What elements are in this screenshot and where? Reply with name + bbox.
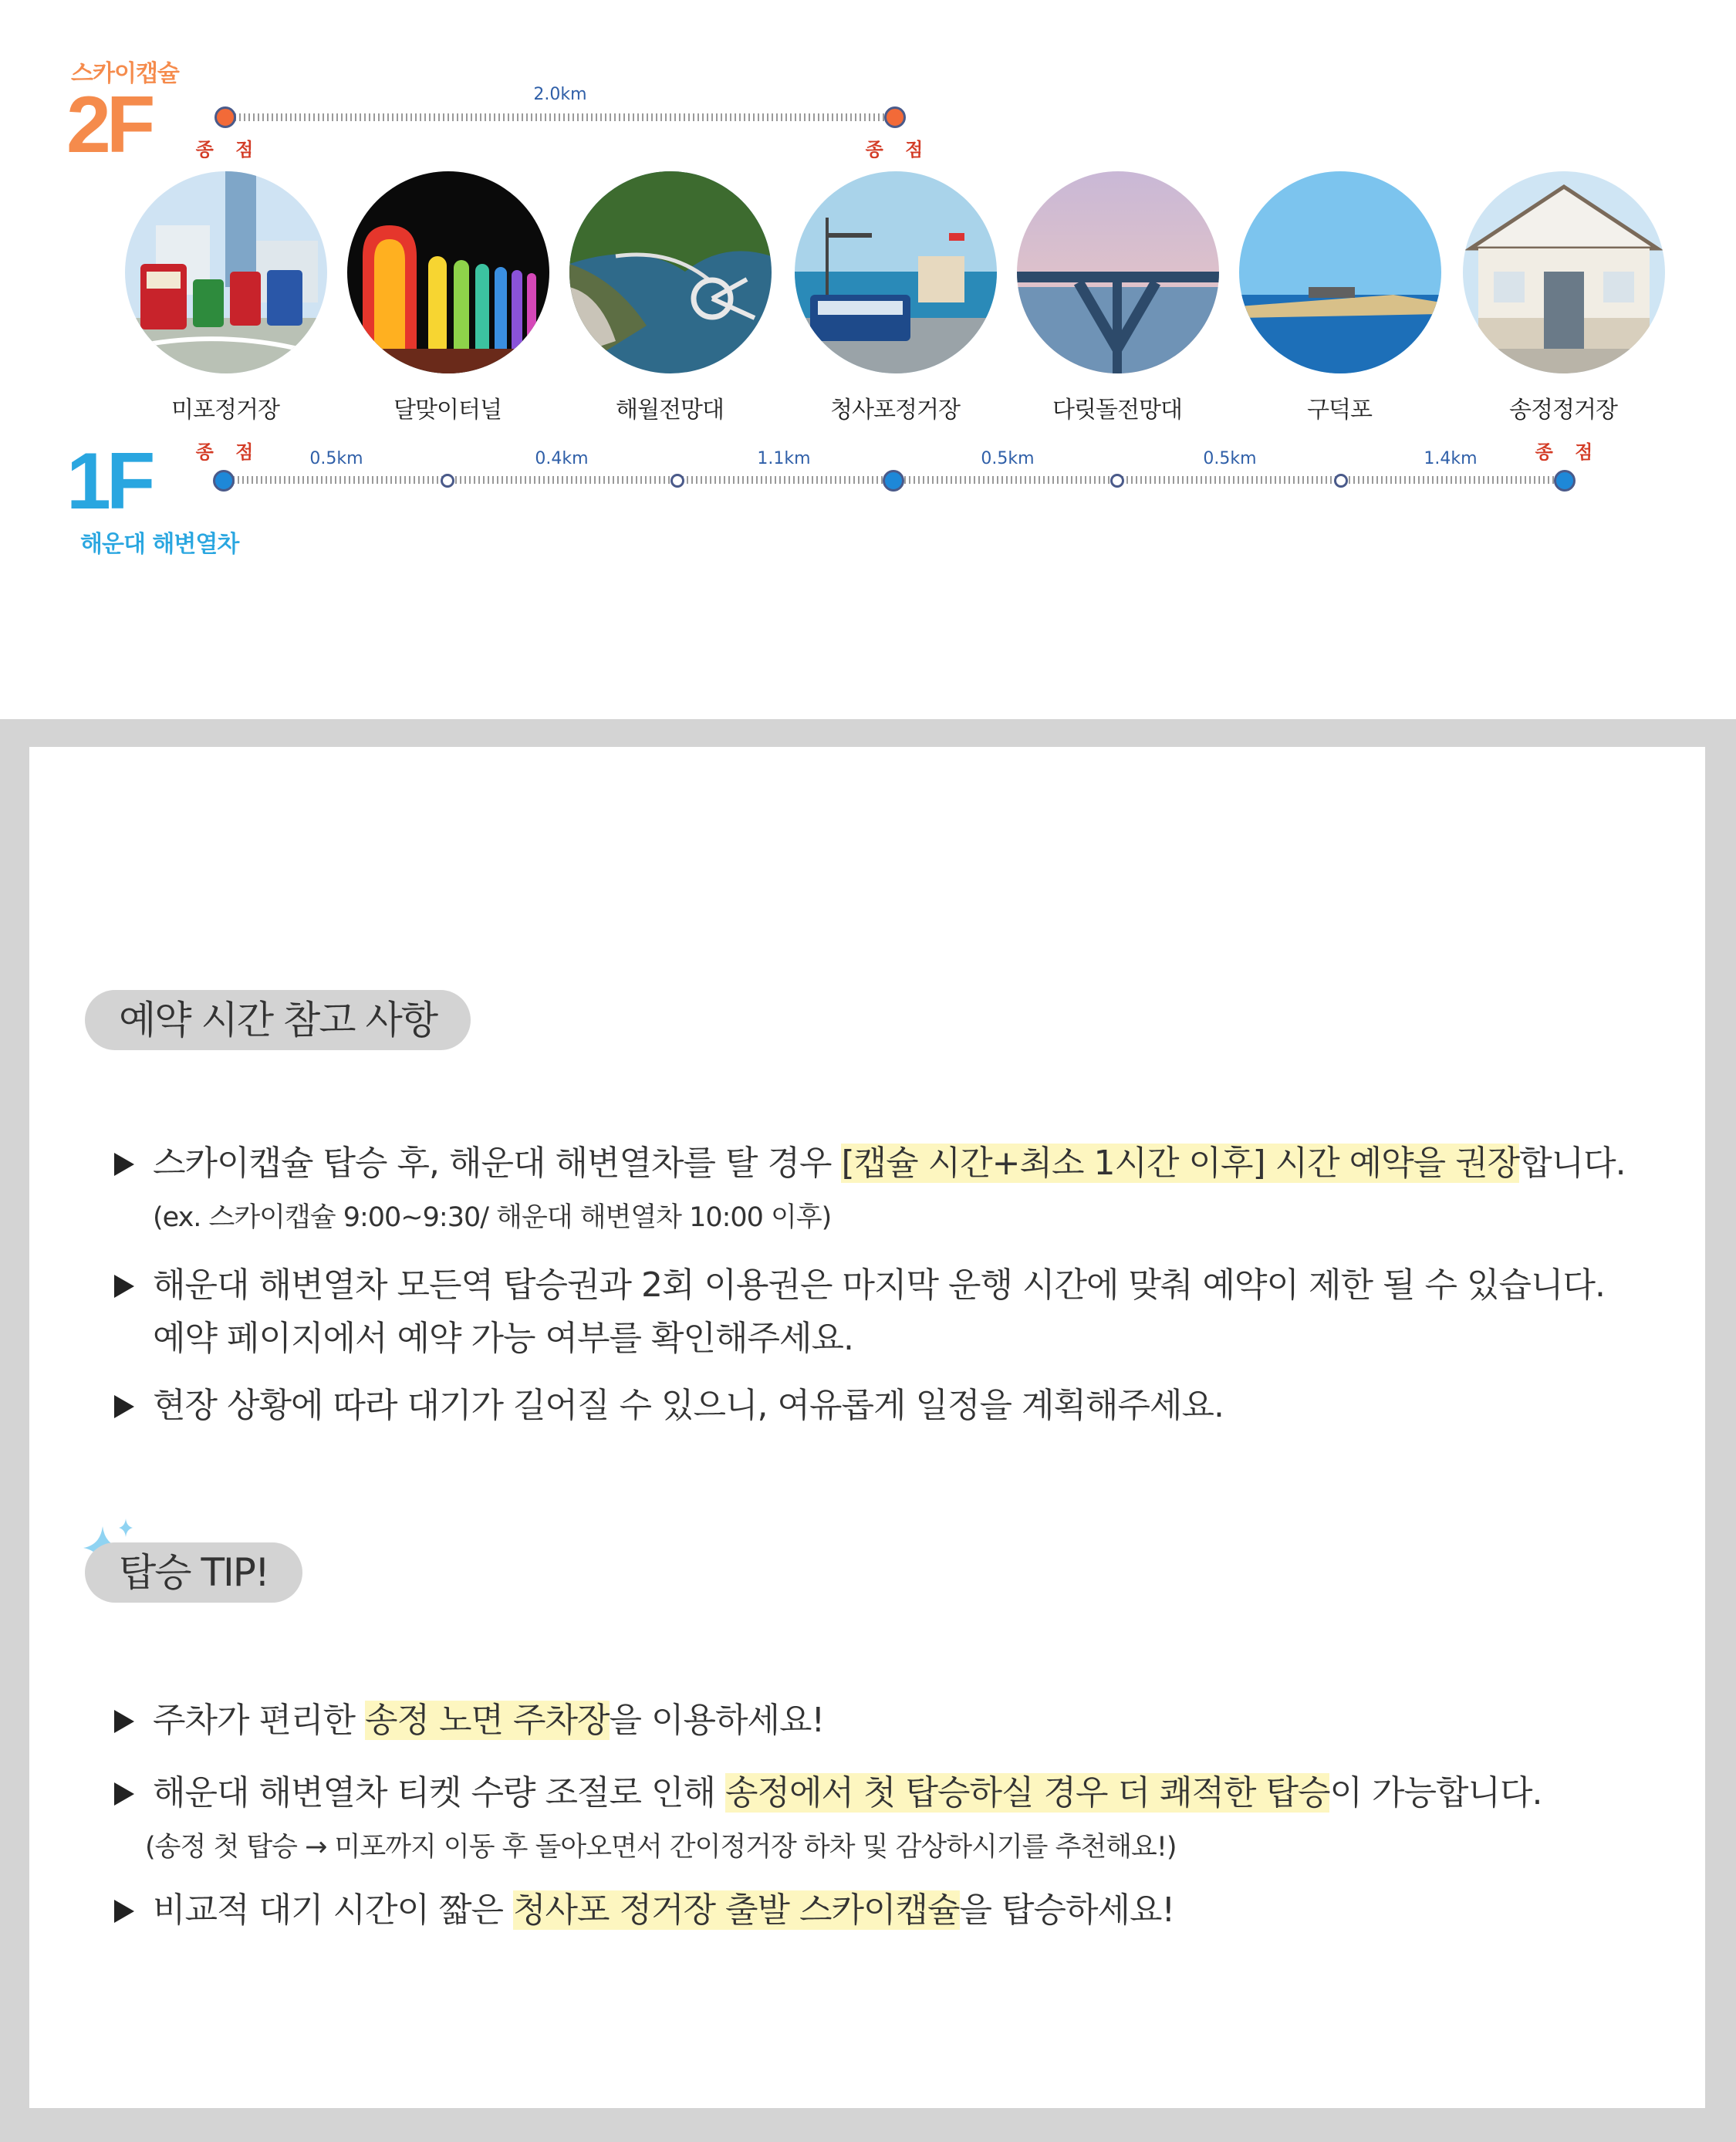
distance-label: 1.4km xyxy=(1424,449,1478,468)
skycapsule-terminal-right: 종 점 xyxy=(865,139,931,160)
reservation-item-1: 스카이캡슐 탑승 후, 해운대 해변열차를 탈 경우 [캡슐 시간+최소 1시간 이후] 시간 예약을 권장합니다. xyxy=(114,1139,1626,1188)
distance-label: 0.5km xyxy=(309,449,363,468)
reservation-item-3: 현장 상황에 따라 대기가 길어질 수 있으니, 여유롭게 일정을 계획해주세요. xyxy=(114,1381,1224,1431)
arrow-icon xyxy=(114,1275,134,1298)
beachtrain-label: 해운대 해변열차 xyxy=(80,531,239,558)
station-name: 다릿돌전망대 xyxy=(1052,397,1182,424)
tips-title: 탑승 TIP! xyxy=(85,1542,302,1603)
skycapsule-distance: 2.0km xyxy=(533,85,587,104)
tip-item-2-note: (송정 첫 탑승 → 미포까지 이동 후 돌아오면서 간이정거장 하차 및 감상하시기를 추천해요!) xyxy=(145,1832,1177,1863)
stop-dot-songjeong xyxy=(1554,470,1576,492)
tip-item-2: 해운대 해변열차 티켓 수량 조절로 인해 송정에서 첫 탑승하실 경우 더 쾌적한 탑승이 가능합니다. xyxy=(114,1769,1542,1818)
train-station-photo-icon xyxy=(125,171,327,373)
arrow-icon xyxy=(114,1900,134,1923)
sea-photo-icon xyxy=(1239,171,1441,373)
stop-dot-gudeokpo xyxy=(1334,474,1348,488)
beachtrain-terminal-right: 종 점 xyxy=(1535,441,1601,463)
station-name: 해월전망대 xyxy=(616,397,724,424)
station-name: 구덕포 xyxy=(1307,397,1372,424)
reservation-item-2: 해운대 해변열차 모든역 탑승권과 2회 이용권은 마지막 운행 시간에 맞춰 예약이 제한 될 수 있습니다. xyxy=(114,1261,1605,1310)
station-songjeong[interactable] xyxy=(1463,171,1663,424)
stop-dot-haewol xyxy=(670,474,684,488)
info-section xyxy=(0,719,1736,2142)
arrow-icon xyxy=(114,1395,134,1418)
tip-item-3: 비교적 대기 시간이 짧은 청사포 정거장 출발 스카이캡슐을 탑승하세요! xyxy=(114,1886,1174,1935)
arrow-icon xyxy=(114,1782,134,1806)
distance-label: 0.4km xyxy=(535,449,589,468)
station-mipo[interactable] xyxy=(125,171,326,424)
station-name: 송정정거장 xyxy=(1509,397,1617,424)
skywalk-photo-icon xyxy=(1017,171,1219,373)
station-cheongsapo[interactable] xyxy=(795,171,995,424)
skycapsule-label: 스카이캡슐 xyxy=(71,60,179,87)
cheongsapo-station-photo-icon xyxy=(795,171,997,373)
station-dalmaji[interactable] xyxy=(347,171,548,424)
skycapsule-terminal-dot-left xyxy=(214,106,236,128)
observatory-photo-icon xyxy=(569,171,772,373)
skycapsule-track xyxy=(225,112,895,123)
stop-dot-mipo xyxy=(213,470,235,492)
skycapsule-terminal-dot-right xyxy=(884,106,906,128)
arrow-icon xyxy=(114,1153,134,1176)
beachtrain-floor: 1F xyxy=(66,437,151,526)
distance-label: 0.5km xyxy=(1203,449,1257,468)
tip-item-1: 주차가 편리한 송정 노면 주차장을 이용하세요! xyxy=(114,1696,824,1745)
station-name: 미포정거장 xyxy=(171,397,279,424)
station-name: 청사포정거장 xyxy=(830,397,960,424)
info-card xyxy=(29,747,1705,2108)
skycapsule-terminal-left: 종 점 xyxy=(195,139,262,160)
beachtrain-terminal-left: 종 점 xyxy=(195,441,262,463)
stop-dot-cheongsapo xyxy=(883,470,904,492)
reservation-item-2-line2: 예약 페이지에서 예약 가능 여부를 확인해주세요. xyxy=(153,1319,853,1358)
arrow-icon xyxy=(114,1710,134,1733)
distance-label: 0.5km xyxy=(981,449,1035,468)
skycapsule-floor: 2F xyxy=(66,80,151,170)
reservation-item-1-example: (ex. 스카이캡슐 9:00~9:30/ 해운대 해변열차 10:00 이후) xyxy=(153,1202,832,1233)
rainbow-tunnel-photo-icon xyxy=(347,171,549,373)
stop-dot-dalmaji xyxy=(441,474,454,488)
distance-label: 1.1km xyxy=(757,449,811,468)
route-map xyxy=(0,0,1736,719)
reservation-title: 예약 시간 참고 사항 xyxy=(85,990,471,1050)
station-haewol[interactable] xyxy=(569,171,770,424)
stop-dot-darit xyxy=(1110,474,1124,488)
station-darit[interactable] xyxy=(1017,171,1218,424)
station-gudeokpo[interactable] xyxy=(1239,171,1440,424)
songjeong-station-photo-icon xyxy=(1463,171,1665,373)
station-name: 달맞이터널 xyxy=(393,397,502,424)
